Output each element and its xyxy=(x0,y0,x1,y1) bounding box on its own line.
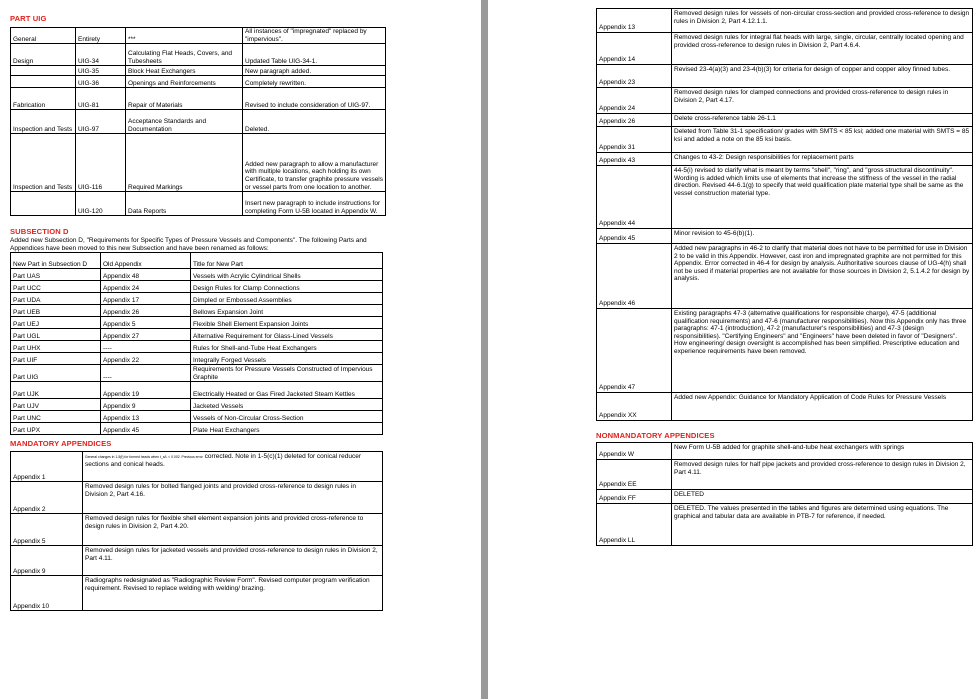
table-row xyxy=(11,514,383,546)
nonmandatory-appendices-heading: NONMANDATORY APPENDICES xyxy=(596,431,715,440)
category-cell: Fabrication xyxy=(11,88,76,110)
table-row xyxy=(597,244,973,309)
appendix-description: DELETED. The values presented in the tables and figures are determined using equations. The graphical and tabular data are available in PTB-7 for reference, if needed. xyxy=(672,504,973,546)
new-part-cell: Part UAS xyxy=(11,269,101,281)
table-row xyxy=(11,482,383,514)
appendix-description: Revised 23-4(a)(3) and 23-4(b)(3) for criteria for design of copper and copper alloy finned tubes. xyxy=(672,65,973,88)
subject-cell: Block Heat Exchangers xyxy=(126,66,243,76)
appendix-label: Appendix 14 xyxy=(597,33,672,65)
mandatory-appendices-heading: MANDATORY APPENDICES xyxy=(10,439,112,449)
header-cell: New Part in Subsection D xyxy=(11,253,101,269)
appendix-label: Appendix 9 xyxy=(11,546,83,576)
subject-cell: Data Reports xyxy=(126,192,243,216)
part-uig-heading: PART UIG xyxy=(10,14,47,23)
table-row xyxy=(597,88,973,114)
appendix-label: Appendix 10 xyxy=(11,576,83,611)
new-part-cell: Part UGL xyxy=(11,329,101,341)
appendix-label: Appendix 26 xyxy=(597,114,672,127)
appendix-label: Appendix 2 xyxy=(11,482,83,514)
appendix-label: Appendix 46 xyxy=(597,244,672,309)
table-row xyxy=(11,28,386,44)
appendix-label: Appendix 5 xyxy=(11,514,83,546)
table-row xyxy=(597,65,973,88)
old-appendix-cell: Appendix 45 xyxy=(101,423,191,435)
change-cell: Updated Table UIG-34-1. xyxy=(243,44,386,66)
table-row xyxy=(11,365,383,382)
old-appendix-cell: Appendix 27 xyxy=(101,329,191,341)
table-row xyxy=(11,192,386,216)
category-cell xyxy=(11,66,76,76)
subject-cell: Openings and Reinforcements xyxy=(126,76,243,88)
table-row xyxy=(11,269,383,281)
table-row xyxy=(597,443,973,460)
table-row xyxy=(11,76,386,88)
appendix-label: Appendix 24 xyxy=(597,88,672,114)
nonmandatory-appendices-table xyxy=(596,442,973,546)
paragraph-cell: UIG-34 xyxy=(76,44,126,66)
table-row xyxy=(11,399,383,411)
appendix-description: 44-5(i) revised to clarify what is meant by terms "shell", "ring", and "gross structural discontinuity". Wording is added which limits use of elements that increase the stiffness of the vessel in the radial direction. Revised 44-6.1(g) to specify that weld qualification plate material type shall be same as the vessel construction material type. xyxy=(672,166,973,229)
change-cell: Added new paragraph to allow a manufacturer with multiple locations, each holding its own Certificate, to transfer graphite pressure vessels or vessel parts from one location to another. xyxy=(243,134,386,192)
title-cell: Bellows Expansion Joint xyxy=(191,305,383,317)
appendix-description: Minor revision to 45-6(b)(1). xyxy=(672,229,973,244)
table-row xyxy=(11,134,386,192)
appendix-label: Appendix W xyxy=(597,443,672,460)
table-row xyxy=(11,253,383,269)
subject-cell: Acceptance Standards and Documentation xyxy=(126,110,243,134)
appendix-label: Appendix 47 xyxy=(597,309,672,393)
paragraph-cell: UIG-36 xyxy=(76,76,126,88)
old-appendix-cell: Appendix 13 xyxy=(101,411,191,423)
table-row xyxy=(11,452,383,482)
old-appendix-cell: ---- xyxy=(101,365,191,382)
table-row xyxy=(597,229,973,244)
appendix-description: Removed design rules for jacketed vessels and provided cross-reference to design rules in Division 2, Part 4.11. xyxy=(83,546,383,576)
appendix-description: Removed design rules for bolted flanged joints and provided cross-reference to design rules in Division 2, Part 4.16. xyxy=(83,482,383,514)
new-part-cell: Part UJV xyxy=(11,399,101,411)
header-cell: Title for New Part xyxy=(191,253,383,269)
appendix-description: Removed design rules for integral flat heads with large, single, circular, centrally located opening and provided cross-reference to design rules in Division 2, Part 4.6.4. xyxy=(672,33,973,65)
table-row xyxy=(11,576,383,611)
title-cell: Plate Heat Exchangers xyxy=(191,423,383,435)
new-part-cell: Part UIG xyxy=(11,365,101,382)
table-row xyxy=(597,504,973,546)
appendix-label: Appendix 1 xyxy=(11,452,83,482)
title-cell: Vessels with Acrylic Cylindrical Shells xyxy=(191,269,383,281)
subject-cell: Required Markings xyxy=(126,134,243,192)
title-cell: Integrally Forged Vessels xyxy=(191,353,383,365)
table-row xyxy=(597,9,973,33)
table-row xyxy=(11,293,383,305)
appendix-label: Appendix 31 xyxy=(597,127,672,153)
appendix-description-rest: corrected. Note in 1-5(c)(1) deleted for conical reducer sections and conical heads. xyxy=(85,453,362,468)
new-part-cell: Part UHX xyxy=(11,341,101,353)
old-appendix-cell: Appendix 19 xyxy=(101,382,191,399)
table-row xyxy=(11,411,383,423)
new-part-cell: Part UNC xyxy=(11,411,101,423)
subsection-d-heading: SUBSECTION D xyxy=(10,227,69,237)
category-cell: Design xyxy=(11,44,76,66)
old-appendix-cell: Appendix 24 xyxy=(101,281,191,293)
table-row xyxy=(597,114,973,127)
table-row xyxy=(11,329,383,341)
appendix-description: Radiographs redesignated as "Radiographic Review Form". Revised computer program verification requirement. Revised to replace welding with welding/ brazing. xyxy=(83,576,383,611)
table-row xyxy=(597,127,973,153)
title-cell: Jacketed Vessels xyxy=(191,399,383,411)
appendix-description: Existing paragraphs 47-3 (alternative qualifications for responsible charge), 47-5 (additional qualification requirements) and 47-6 (manufacturer responsibilities). Now this Appendix only has three paragraphs: 47-1 (introduction), 47-2 (manufacturer's responsibilities) and 47-3 (design responsibilities). "Certifying Engineers" and "Engineers" have been deleted in favor of "Designers". How engineering/ design oversight is accomplished has been simplified. Prescriptive education and experience requirements have been removed. xyxy=(672,309,973,393)
mandatory-appendices-continued-table xyxy=(596,8,973,421)
new-part-cell: Part UEB xyxy=(11,305,101,317)
table-row xyxy=(11,317,383,329)
title-cell: Dimpled or Embossed Assemblies xyxy=(191,293,383,305)
appendix-description: Added new Appendix: Guidance for Mandatory Application of Code Rules for Pressure Vessels xyxy=(672,393,973,421)
subject-cell: Repair of Materials xyxy=(126,88,243,110)
new-part-cell: Part UDA xyxy=(11,293,101,305)
left-page xyxy=(0,0,481,699)
subject-cell: Calculating Flat Heads, Covers, and Tubesheets xyxy=(126,44,243,66)
appendix-description: Removed design rules for flexible shell element expansion joints and provided cross-reference to design rules in Division 2, Part 4.20. xyxy=(83,514,383,546)
change-cell: New paragraph added. xyxy=(243,66,386,76)
old-appendix-cell: Appendix 17 xyxy=(101,293,191,305)
appendix-description xyxy=(83,452,383,482)
new-part-cell: Part UEJ xyxy=(11,317,101,329)
appendix-description: Delete cross-reference table 26-1.1 xyxy=(672,114,973,127)
old-appendix-cell: Appendix 9 xyxy=(101,399,191,411)
change-cell: Revised to include consideration of UIG-97. xyxy=(243,88,386,110)
appendix-label: Appendix 43 xyxy=(597,153,672,166)
table-row xyxy=(11,423,383,435)
category-cell: Inspection and Tests xyxy=(11,134,76,192)
appendix-label: Appendix 45 xyxy=(597,229,672,244)
appendix-description: DELETED xyxy=(672,490,973,504)
change-cell: All instances of "impregnated" replaced by "impervious". xyxy=(243,28,386,44)
category-cell: Inspection and Tests xyxy=(11,110,76,134)
table-row xyxy=(11,546,383,576)
appendix-label: Appendix 13 xyxy=(597,9,672,33)
change-cell: Insert new paragraph to include instructions for completing Form U-5B located in Appendix W. xyxy=(243,192,386,216)
paragraph-cell: UIG-116 xyxy=(76,134,126,192)
table-row xyxy=(597,309,973,393)
header-cell: Old Appendix xyxy=(101,253,191,269)
mandatory-appendices-table xyxy=(10,451,383,611)
table-row xyxy=(11,110,386,134)
old-appendix-cell: ---- xyxy=(101,341,191,353)
new-part-cell: Part UPX xyxy=(11,423,101,435)
table-row xyxy=(597,33,973,65)
appendix-description: Removed design rules for clamped connections and provided cross-reference to design rules in Division 2, Part 4.17. xyxy=(672,88,973,114)
old-appendix-cell: Appendix 26 xyxy=(101,305,191,317)
table-row xyxy=(11,341,383,353)
appendix-description: Added new paragraphs in 46-2 to clarify that material does not have to be permitted for use in Division 2 to be valid in this Appendix. However, cast iron and impregnated graphite are not permitted for this Appendix. Error corrected in 46-4 for design by analysis. Authoritative sources clause of UG-4(h) shall not be used if material properties are not available for those sources in Division 2, 5.1.4.2 for design by analysis. xyxy=(672,244,973,309)
appendix-description: Removed design rules for half pipe jackets and provided cross-reference to design rules in Division 2, Part 4.11. xyxy=(672,460,973,490)
category-cell xyxy=(11,76,76,88)
paragraph-cell: UIG-81 xyxy=(76,88,126,110)
new-part-cell: Part UJK xyxy=(11,382,101,399)
table-row xyxy=(11,66,386,76)
title-cell: Vessels of Non-Circular Cross-Section xyxy=(191,411,383,423)
appendix-label: Appendix 44 xyxy=(597,166,672,229)
paragraph-cell: UIG-35 xyxy=(76,66,126,76)
title-cell: Requirements for Pressure Vessels Constructed of Impervious Graphite xyxy=(191,365,383,382)
table-row xyxy=(11,88,386,110)
part-uig-table xyxy=(10,27,386,216)
change-cell: Completely rewritten. xyxy=(243,76,386,88)
table-row xyxy=(597,460,973,490)
table-row xyxy=(11,281,383,293)
small-print: General changes in 1-5(f) for formed heads when t_s/L < 0.002. Previous error xyxy=(85,455,203,460)
appendix-label: Appendix LL xyxy=(597,504,672,546)
appendix-label: Appendix FF xyxy=(597,490,672,504)
paragraph-cell: UIG-120 xyxy=(76,192,126,216)
appendix-label: Appendix EE xyxy=(597,460,672,490)
table-row xyxy=(11,353,383,365)
subsection-d-intro: Added new Subsection D, "Requirements for Specific Types of Pressure Vessels and Components". The following Parts and Appendices have been moved to this new Subsection and have been renamed as follows: xyxy=(10,237,367,252)
right-page xyxy=(488,0,980,699)
appendix-label: Appendix XX xyxy=(597,393,672,421)
new-part-cell: Part UIF xyxy=(11,353,101,365)
old-appendix-cell: Appendix 48 xyxy=(101,269,191,281)
title-cell: Electrically Heated or Gas Fired Jacketed Steam Kettles xyxy=(191,382,383,399)
appendix-description: Changes to 43-2: Design responsibilities for replacement parts xyxy=(672,153,973,166)
subject-cell: *** xyxy=(126,28,243,44)
title-cell: Flexible Shell Element Expansion Joints xyxy=(191,317,383,329)
paragraph-cell: UIG-97 xyxy=(76,110,126,134)
table-row xyxy=(597,153,973,166)
appendix-description: New Form U-5B added for graphite shell-and-tube heat exchangers with springs xyxy=(672,443,973,460)
table-row xyxy=(597,166,973,229)
appendix-label: Appendix 23 xyxy=(597,65,672,88)
title-cell: Design Rules for Clamp Connections xyxy=(191,281,383,293)
new-part-cell: Part UCC xyxy=(11,281,101,293)
appendix-description: Deleted from Table 31-1 specification/ grades with SMTS < 85 ksi; added one material with SMTS = 85 ksi and added a note on the 85 ksi basis. xyxy=(672,127,973,153)
old-appendix-cell: Appendix 5 xyxy=(101,317,191,329)
title-cell: Alternative Requirement for Glass-Lined Vessels xyxy=(191,329,383,341)
paragraph-cell: Entirety xyxy=(76,28,126,44)
table-row xyxy=(11,44,386,66)
old-appendix-cell: Appendix 22 xyxy=(101,353,191,365)
table-row xyxy=(597,393,973,421)
category-cell xyxy=(11,192,76,216)
subsection-d-table xyxy=(10,252,383,435)
change-cell: Deleted. xyxy=(243,110,386,134)
table-row xyxy=(11,305,383,317)
title-cell: Rules for Shell-and-Tube Heat Exchangers xyxy=(191,341,383,353)
table-row xyxy=(597,490,973,504)
category-cell: General xyxy=(11,28,76,44)
appendix-description: Removed design rules for vessels of non-circular cross-section and provided cross-reference to design rules in Division 2, Part 4.12.1.1. xyxy=(672,9,973,33)
table-row xyxy=(11,382,383,399)
